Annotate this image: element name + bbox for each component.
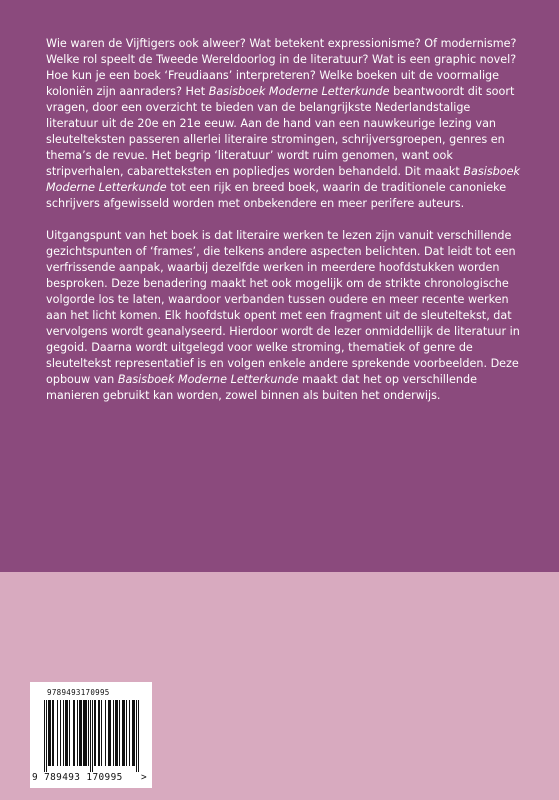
barcode-bar xyxy=(123,700,124,766)
barcode-bar xyxy=(66,700,67,766)
barcode-bar xyxy=(132,700,133,766)
isbn-barcode xyxy=(30,682,152,788)
book-title: Basisboek Moderne Letterkunde xyxy=(117,373,299,386)
barcode-bar xyxy=(77,700,78,766)
barcode-bar xyxy=(133,700,134,766)
barcode-bar xyxy=(44,700,45,772)
barcode-bar xyxy=(92,700,93,772)
blurb-paragraph-2: Uitgangspunt van het boek is dat literaire werken te lezen zijn vanuit verschillende gezichtspunten of ‘frames’, die telkens andere aspecten belichten. Dat leidt tot een verfrissende aanpak, waarbij dezelfde werken in meerdere hoofdstukken worden besproken. Deze benadering maakt het ook mogelijk om de strikte chronologische volgorde los te laten, waardoor verbanden tussen oudere en meer recente werken aan het licht komen. Elk hoofdstuk opent met een fragment uit de sleuteltekst, dat vervolgens wordt geanalyseerd. Hierdoor wordt de lezer onmiddellijk de literatuur in gegoid. Daarna wordt uitgelegd voor welke stroming, thematiek of genre de sleuteltekst representatief is en volgen enkele andere sprekende voorbeelden. Deze opbouw van Basisboek Moderne Letterkunde maakt dat het op verschillende manieren gebruikt kan worden, zowel binnen als buiten het onderwijs. xyxy=(46,229,520,402)
barcode-bar xyxy=(117,700,118,766)
barcode-bar xyxy=(134,700,135,766)
barcode-bar xyxy=(126,700,127,766)
book-title: Basisboek Moderne Letterkunde xyxy=(46,165,520,194)
barcode-bar xyxy=(95,700,96,766)
barcode-bar xyxy=(83,700,84,766)
barcode-bar xyxy=(105,700,106,766)
book-title: Basisboek Moderne Letterkunde xyxy=(208,85,390,98)
barcode-bar xyxy=(122,700,123,766)
barcode-bar xyxy=(109,700,110,766)
barcode-bar xyxy=(99,700,100,766)
barcode-bar xyxy=(49,700,50,766)
barcode-bars-icon xyxy=(44,700,139,772)
barcode-bar xyxy=(67,700,68,766)
barcode-bar xyxy=(80,700,81,766)
barcode-bar xyxy=(53,700,54,766)
barcode-bar xyxy=(136,700,137,772)
blurb-text xyxy=(46,36,524,404)
barcode-bar xyxy=(73,700,74,766)
barcode-bar xyxy=(86,700,87,766)
barcode-bar xyxy=(46,700,47,772)
isbn-number-bottom: 9 789493 170995 xyxy=(32,772,123,783)
barcode-bar xyxy=(94,700,95,766)
barcode-bar xyxy=(81,700,82,766)
barcode-bar xyxy=(84,700,85,766)
barcode-bar xyxy=(113,700,114,766)
barcode-bar xyxy=(119,700,120,766)
barcode-arrow: > xyxy=(141,772,147,783)
barcode-bar xyxy=(101,700,102,766)
barcode-bar xyxy=(69,700,70,766)
barcode-bar xyxy=(57,700,58,766)
barcode-bar xyxy=(48,700,49,766)
barcode-bar xyxy=(110,700,111,766)
barcode-bar xyxy=(52,700,53,766)
barcode-bar xyxy=(138,700,139,772)
barcode-bar xyxy=(85,700,86,766)
barcode-bar xyxy=(124,700,125,766)
blurb-paragraph-1: Wie waren de Vijftigers ook alweer? Wat betekent expressionisme? Of modernisme? Welke rol speelt de Tweede Wereldoorlog in de literatuur? Wat is een graphic novel? Hoe kun je een boek ‘Freudiaans’ interpreteren? Welke boeken uit de voormalige koloniën zijn aanraders? Het Basisboek Moderne Letterkunde beantwoordt dit soort vragen, door een overzicht te bieden van de belangrijkste Nederlandstalige literatuur uit de 20e en 21e eeuw. Aan de hand van een nauwkeurige lezing van sleutelteksten passeren allerlei literaire stromingen, schrijversgroepen, genres en thema’s de revue. Het begrip ‘literatuur’ wordt ruim genomen, want ook stripverhalen, cabaretteksten en popliedjes worden behandeld. Dit maakt Basisboek Moderne Letterkunde tot een rijk en breed boek, waarin de traditionele canonieke schrijvers afgewisseld worden met onbekendere en meer perifere auteurs. xyxy=(46,37,520,210)
barcode-bar xyxy=(115,700,116,766)
isbn-number-top: 9789493170995 xyxy=(47,688,110,697)
barcode-bar xyxy=(50,700,51,766)
barcode-bar xyxy=(74,700,75,766)
barcode-bar xyxy=(90,700,91,772)
barcode-bar xyxy=(116,700,117,766)
barcode-bar xyxy=(65,700,66,766)
barcode-bar xyxy=(60,700,61,766)
barcode-bar xyxy=(129,700,130,766)
barcode-bar xyxy=(79,700,80,766)
barcode-bar xyxy=(98,700,99,766)
barcode-bar xyxy=(63,700,64,766)
barcode-bar xyxy=(108,700,109,766)
barcode-bar xyxy=(88,700,89,766)
